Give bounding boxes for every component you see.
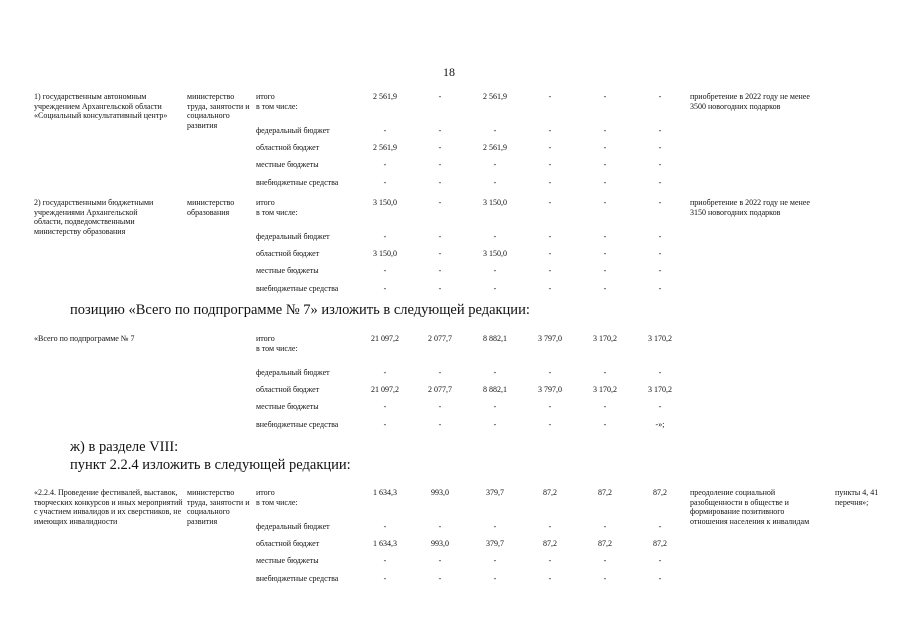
row-value: - <box>493 522 497 531</box>
row-value: 2 077,7 <box>428 334 452 343</box>
recipient-3: «Всего по подпрограмме № 7 <box>34 334 135 343</box>
row-value: - <box>548 284 552 293</box>
row-label: федеральный бюджет <box>256 126 330 135</box>
row-value: 87,2 <box>598 539 612 548</box>
row-value: - <box>603 284 607 293</box>
row-value: - <box>658 232 662 241</box>
row-label: местные бюджеты <box>256 266 319 275</box>
row-value: 3 170,2 <box>593 385 617 394</box>
row-value: - <box>603 266 607 275</box>
row-value: - <box>548 522 552 531</box>
row-label: внебюджетные средства <box>256 420 339 429</box>
row-value: - <box>493 556 497 565</box>
row-value: 1 634,3 <box>373 488 397 497</box>
row-value: - <box>603 92 607 101</box>
row-value: - <box>658 249 662 258</box>
row-value: - <box>493 284 497 293</box>
row-value: - <box>658 92 662 101</box>
recipient-2: 2) государственными бюджетными учреждениями Архангельской области, подведомственными министерству образования <box>34 198 154 236</box>
row-value: - <box>548 556 552 565</box>
row-value: 21 097,2 <box>371 385 399 394</box>
row-value: 8 882,1 <box>483 334 507 343</box>
row-value: - <box>438 556 442 565</box>
heading-section-viii: ж) в разделе VIII: <box>70 439 179 455</box>
row-label: внебюджетные средства <box>256 178 339 187</box>
row-value: 2 561,9 <box>373 92 397 101</box>
row-value: - <box>548 266 552 275</box>
row-value: - <box>493 368 497 377</box>
row-label: областной бюджет <box>256 249 320 258</box>
row-value: 87,2 <box>653 488 667 497</box>
row-value: - <box>383 522 387 531</box>
row-value: - <box>548 178 552 187</box>
row-value: - <box>493 160 497 169</box>
row-value: - <box>548 143 552 152</box>
row-value: - <box>548 126 552 135</box>
row-value: - <box>658 402 662 411</box>
executor-4: министерство труда, занятости и социального развития <box>187 488 250 526</box>
row-label: областной бюджет <box>256 385 320 394</box>
row-label: федеральный бюджет <box>256 368 330 377</box>
row-value: - <box>438 92 442 101</box>
row-value: 3 170,2 <box>593 334 617 343</box>
row-value: 21 097,2 <box>371 334 399 343</box>
reference-4: пункты 4, 41 перечня»; <box>835 488 879 507</box>
row-value: - <box>438 126 442 135</box>
row-value: - <box>438 266 442 275</box>
row-value: - <box>383 556 387 565</box>
row-value: - <box>438 420 442 429</box>
row-value: - <box>383 178 387 187</box>
row-value: 3 150,0 <box>373 249 397 258</box>
row-value: - <box>438 574 442 583</box>
row-value: - <box>548 160 552 169</box>
row-sublabel: в том числе: <box>256 344 298 353</box>
row-value: - <box>548 420 552 429</box>
row-value: - <box>438 143 442 152</box>
row-value: - <box>383 368 387 377</box>
row-value: 87,2 <box>653 539 667 548</box>
row-value: - <box>603 249 607 258</box>
row-value: - <box>438 284 442 293</box>
row-label: внебюджетные средства <box>256 284 339 293</box>
row-value: 3 150,0 <box>483 249 507 258</box>
row-value: - <box>548 232 552 241</box>
row-value: - <box>493 266 497 275</box>
row-value: - <box>438 368 442 377</box>
recipient-4: «2.2.4. Проведение фестивалей, выставок, творческих конкурсов и иных мероприятий с участием инвалидов и их сверстников, не имеющих инвалидности <box>34 488 183 526</box>
row-value: 3 150,0 <box>373 198 397 207</box>
row-value: - <box>493 178 497 187</box>
row-value: 87,2 <box>598 488 612 497</box>
row-value: - <box>548 368 552 377</box>
row-value: - <box>383 232 387 241</box>
row-value: - <box>383 420 387 429</box>
row-value: 8 882,1 <box>483 385 507 394</box>
result-4: преодоление социальной разобщенности в обществе и формирование позитивного отношения населения к инвалидам <box>690 488 810 526</box>
row-value: - <box>548 249 552 258</box>
row-value: - <box>658 160 662 169</box>
row-value: 2 561,9 <box>483 143 507 152</box>
row-value: - <box>603 368 607 377</box>
heading-item-224: пункт 2.2.4 изложить в следующей редакции: <box>70 457 351 473</box>
row-value: - <box>603 198 607 207</box>
row-value: - <box>603 574 607 583</box>
row-value: - <box>658 522 662 531</box>
executor-2: министерство образования <box>187 198 235 217</box>
row-sublabel: в том числе: <box>256 498 298 507</box>
row-label: областной бюджет <box>256 143 320 152</box>
row-value: 2 561,9 <box>373 143 397 152</box>
row-value: - <box>438 160 442 169</box>
row-value: - <box>658 143 662 152</box>
row-value: 1 634,3 <box>373 539 397 548</box>
row-value: 993,0 <box>431 539 449 548</box>
row-value: - <box>603 178 607 187</box>
row-value: - <box>548 402 552 411</box>
row-label: итого <box>256 198 275 207</box>
row-value: - <box>658 178 662 187</box>
row-value: - <box>493 232 497 241</box>
row-value: - <box>383 284 387 293</box>
row-value: - <box>603 143 607 152</box>
row-value: - <box>548 198 552 207</box>
row-value: - <box>383 266 387 275</box>
row-value: - <box>493 420 497 429</box>
row-label: местные бюджеты <box>256 556 319 565</box>
row-value: - <box>493 126 497 135</box>
row-value: - <box>438 198 442 207</box>
page-number: 18 <box>443 65 455 79</box>
row-value: - <box>438 522 442 531</box>
row-value: - <box>603 126 607 135</box>
row-value: 87,2 <box>543 488 557 497</box>
row-value: 3 170,2 <box>648 385 672 394</box>
heading-subprogram-total: позицию «Всего по подпрограмме № 7» изложить в следующей редакции: <box>70 302 530 318</box>
row-label: федеральный бюджет <box>256 232 330 241</box>
row-sublabel: в том числе: <box>256 208 298 217</box>
row-label: местные бюджеты <box>256 402 319 411</box>
executor-1: министерство труда, занятости и социального развития <box>187 92 250 130</box>
row-value: 993,0 <box>431 488 449 497</box>
row-value: - <box>658 198 662 207</box>
recipient-1: 1) государственным автономным учреждением Архангельской области «Социальный консультативный центр» <box>34 92 168 120</box>
row-value: - <box>548 574 552 583</box>
row-value: - <box>383 574 387 583</box>
row-label: итого <box>256 488 275 497</box>
row-value: - <box>548 92 552 101</box>
row-value: 3 797,0 <box>538 334 562 343</box>
row-value: - <box>658 284 662 293</box>
row-value: 2 561,9 <box>483 92 507 101</box>
row-value: 87,2 <box>543 539 557 548</box>
result-2: приобретение в 2022 году не менее 3150 новогодних подарков <box>690 198 810 217</box>
row-value: - <box>493 574 497 583</box>
row-label: итого <box>256 334 275 343</box>
row-value: - <box>603 232 607 241</box>
row-value: - <box>603 522 607 531</box>
row-value: - <box>658 368 662 377</box>
row-value: - <box>603 420 607 429</box>
row-label: областной бюджет <box>256 539 320 548</box>
row-value: - <box>603 160 607 169</box>
row-value: - <box>438 249 442 258</box>
row-value: - <box>438 178 442 187</box>
row-sublabel: в том числе: <box>256 102 298 111</box>
row-label: федеральный бюджет <box>256 522 330 531</box>
row-label: внебюджетные средства <box>256 574 339 583</box>
row-value: - <box>603 556 607 565</box>
row-label: итого <box>256 92 275 101</box>
row-value: - <box>603 402 607 411</box>
result-1: приобретение в 2022 году не менее 3500 новогодних подарков <box>690 92 810 111</box>
row-value: 379,7 <box>486 488 504 497</box>
row-value: - <box>493 402 497 411</box>
row-value: - <box>658 266 662 275</box>
row-value: - <box>383 126 387 135</box>
row-value: 379,7 <box>486 539 504 548</box>
row-value: - <box>383 402 387 411</box>
row-value: 3 797,0 <box>538 385 562 394</box>
row-value: - <box>658 574 662 583</box>
row-value: -»; <box>655 420 665 429</box>
row-value: 3 150,0 <box>483 198 507 207</box>
row-value: - <box>438 402 442 411</box>
row-value: - <box>438 232 442 241</box>
row-value: 3 170,2 <box>648 334 672 343</box>
row-value: - <box>658 556 662 565</box>
row-value: 2 077,7 <box>428 385 452 394</box>
row-label: местные бюджеты <box>256 160 319 169</box>
row-value: - <box>658 126 662 135</box>
row-value: - <box>383 160 387 169</box>
